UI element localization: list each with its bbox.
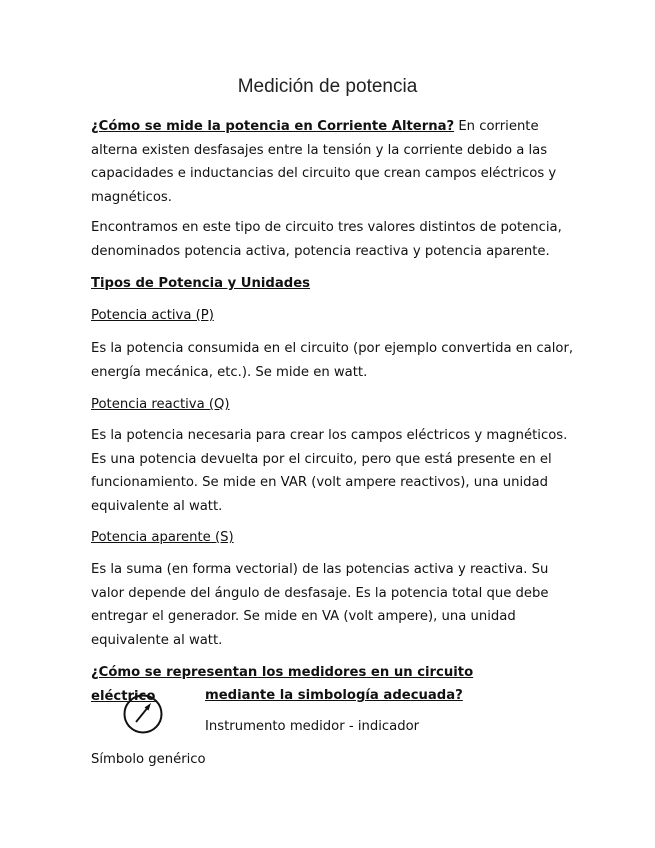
apparent-power-text: Es la suma (en forma vectorial) de las potencias activa y reactiva. Su valor depende del ángulo de desfasaje. Es la potencia total que debe entregar el generador. Se mide en VA (volt ampere), una unidad equivalente al watt. xyxy=(91,562,549,648)
question-meters-line2: mediante la simbología adecuada? xyxy=(205,688,463,703)
meter-symbol-icon xyxy=(122,693,164,735)
apparent-power-label: Potencia aparente (S) xyxy=(91,530,234,545)
active-power-text: Es la potencia consumida en el circuito (por ejemplo convertida en calor, energía mecánica, etc.). Se mide en watt. xyxy=(91,341,574,380)
intro-text: En corriente alterna existen desfasajes entre la tensión y la corriente debido a las capacidades e inductancias del circuito que crean campos eléctricos y magnéticos. xyxy=(91,119,557,205)
intro-question: ¿Cómo se mide la potencia en Corriente Alterna? xyxy=(91,119,455,134)
intro-paragraph xyxy=(91,115,581,209)
meter-label: Instrumento medidor - indicador xyxy=(205,719,420,734)
page-title: Medición de potencia xyxy=(237,76,418,97)
paragraph-three-powers: Encontramos en este tipo de circuito tres valores distintos de potencia, denominados potencia activa, potencia reactiva y potencia aparente. xyxy=(91,220,562,259)
active-power-label: Potencia activa (P) xyxy=(91,308,214,323)
reactive-power-label: Potencia reactiva (Q) xyxy=(91,397,230,412)
question-meters-line1: ¿Cómo se representan los medidores en un circuito eléctrico xyxy=(91,665,474,704)
reactive-power-text: Es la potencia necesaria para crear los campos eléctricos y magnéticos. Es una potencia devuelta por el circuito, pero que está presente en el funcionamiento. Se mide en VAR (volt ampere reactivos), una unidad equivalente al watt. xyxy=(91,428,568,514)
generic-symbol-label: Símbolo genérico xyxy=(91,752,206,767)
section-heading-power-types: Tipos de Potencia y Unidades xyxy=(91,276,310,291)
